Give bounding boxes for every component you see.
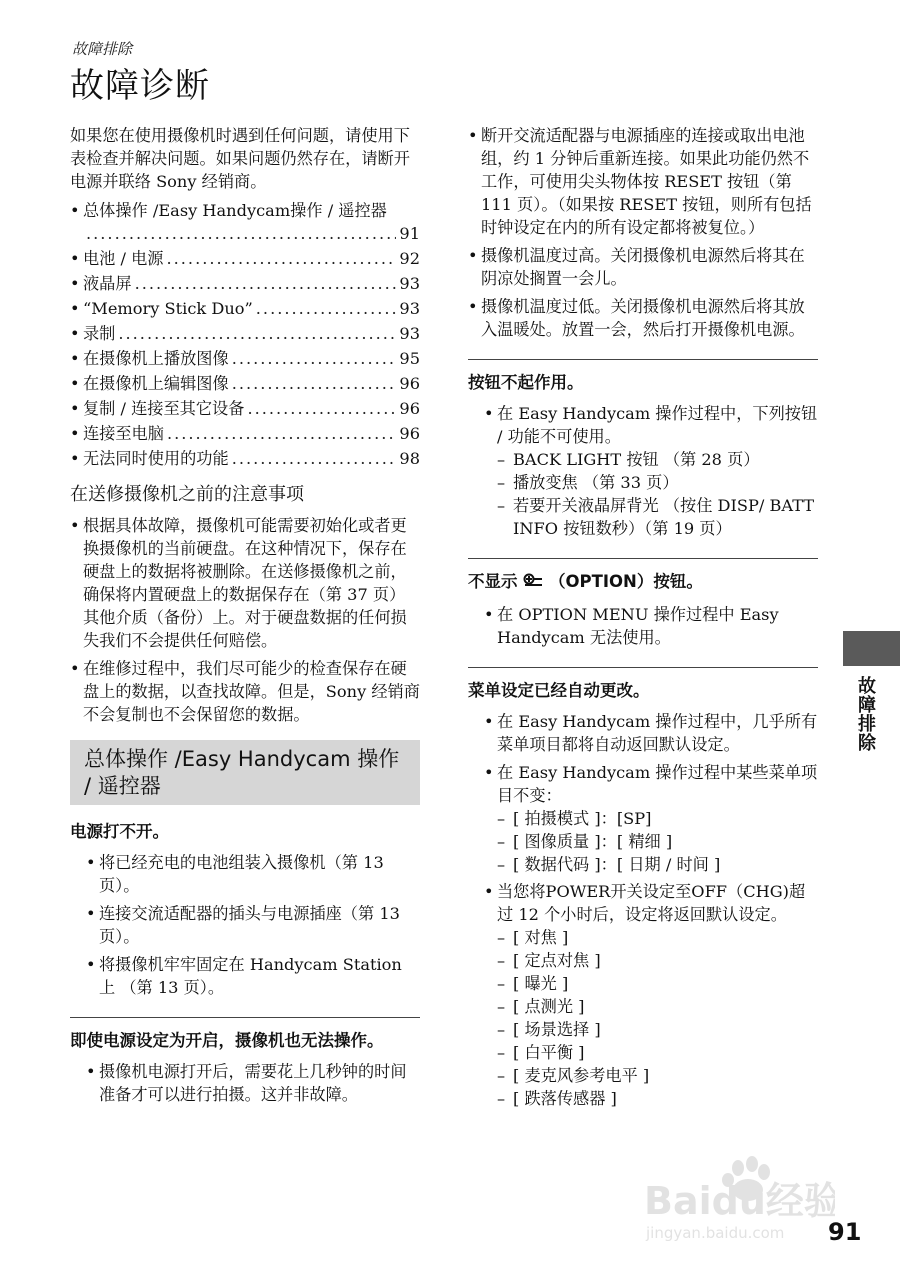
toc-item-label: • 电池 / 电源 bbox=[83, 249, 164, 268]
option-icon bbox=[523, 573, 543, 595]
toc-item-label: • 无法同时使用的功能 bbox=[83, 449, 229, 468]
menu-dash-list bbox=[497, 807, 818, 876]
toc-item-label: • 复制 / 连接至其它设备 bbox=[83, 399, 245, 418]
menu-bullet: • 当您将POWER开关设定至OFF（CHG)超过 12 个小时后，设定将返回默认设定。 bbox=[484, 880, 818, 926]
toc-page: 96 bbox=[399, 399, 420, 418]
dash-item: – 播放变焦 （第 33 页） bbox=[497, 471, 818, 494]
toc-list bbox=[70, 199, 420, 472]
option-heading bbox=[468, 571, 818, 595]
page-title: 故障诊断 bbox=[70, 66, 210, 106]
power-bullet: • 将已经充电的电池组装入摄像机（第 13 页）。 bbox=[86, 851, 420, 897]
dash-item: – [ 麦克风参考电平 ] bbox=[497, 1064, 818, 1087]
svg-text:jingyan.baidu.com: jingyan.baidu.com bbox=[646, 1224, 785, 1242]
toc-leader bbox=[135, 272, 397, 295]
toc-page: 91 bbox=[399, 224, 420, 243]
toc-leader bbox=[232, 447, 397, 470]
pre-service-heading: 在送修摄像机之前的注意事项 bbox=[70, 484, 304, 505]
toc-item-label: • 液晶屏 bbox=[83, 274, 132, 293]
dash-item: – [ 曝光 ] bbox=[497, 972, 818, 995]
side-tab-marker bbox=[843, 631, 900, 666]
toc-leader bbox=[256, 297, 397, 320]
toc-item-label: • “Memory Stick Duo” bbox=[83, 299, 253, 318]
toc-page: 93 bbox=[399, 274, 420, 293]
toc-item[interactable] bbox=[70, 297, 420, 322]
power-heading: 电源打不开。 bbox=[70, 822, 169, 841]
option-heading-post: （OPTION）按钮。 bbox=[549, 572, 703, 591]
menu-heading: 菜单设定已经自动更改。 bbox=[468, 681, 650, 700]
buttons-dash-list bbox=[497, 448, 818, 540]
toc-page: 96 bbox=[399, 424, 420, 443]
toc-item[interactable] bbox=[70, 422, 420, 447]
dash-item: – [ 对焦 ] bbox=[497, 926, 818, 949]
section-kicker: 故障排除 bbox=[72, 40, 133, 58]
toc-item-label: • 在摄像机上播放图像 bbox=[83, 349, 229, 368]
toc-leader bbox=[86, 222, 396, 245]
dash-item: – BACK LIGHT 按钮 （第 28 页） bbox=[497, 448, 818, 471]
toc-leader bbox=[247, 397, 396, 420]
toc-page: 93 bbox=[399, 324, 420, 343]
toc-leader bbox=[232, 347, 397, 370]
toc-item-label: • 在摄像机上编辑图像 bbox=[83, 374, 229, 393]
watermark-logo bbox=[640, 1150, 835, 1245]
divider bbox=[70, 1017, 420, 1018]
side-section-label: 故障排除 bbox=[855, 676, 876, 752]
general-operation-section-title: 总体操作 /Easy Handycam 操作 / 遥控器 bbox=[70, 740, 420, 805]
pre-service-bullet: • 根据具体故障，摄像机可能需要初始化或者更换摄像机的当前硬盘。在这种情况下，保存在硬盘上的数据将被删除。在送修摄像机之前，确保将内置硬盘上的数据保存在（第 37 页）其他介质（备份）上。对于硬盘数据的任何损失我们不会提供任何赔偿。 bbox=[70, 514, 420, 652]
dash-item: – [ 图像质量 ]：[ 精细 ] bbox=[497, 830, 818, 853]
dash-item: – [ 跌落传感器 ] bbox=[497, 1087, 818, 1110]
toc-page: 96 bbox=[399, 374, 420, 393]
toc-page: 93 bbox=[399, 299, 420, 318]
toc-item[interactable] bbox=[70, 247, 420, 272]
toc-leader bbox=[167, 247, 397, 270]
toc-item[interactable] bbox=[70, 372, 420, 397]
buttons-bullet: • 在 Easy Handycam 操作过程中，下列按钮 / 功能不可使用。 bbox=[484, 402, 818, 448]
toc-item[interactable] bbox=[70, 199, 420, 245]
toc-page: 98 bbox=[399, 449, 420, 468]
dash-item: – 若要开关液晶屏背光 （按住 DISP/ BATT INFO 按钮数秒）（第 19 页） bbox=[497, 494, 818, 540]
dash-item: – [ 数据代码 ]：[ 日期 / 时间 ] bbox=[497, 853, 818, 876]
toc-item-label: • 连接至电脑 bbox=[83, 424, 164, 443]
toc-item[interactable] bbox=[70, 272, 420, 297]
toc-page: 92 bbox=[399, 249, 420, 268]
toc-leader bbox=[232, 372, 397, 395]
toc-page: 95 bbox=[399, 349, 420, 368]
menu-bullet: • 在 Easy Handycam 操作过程中某些菜单项目不变： bbox=[484, 761, 818, 807]
toc-item-label: • 总体操作 /Easy Handycam操作 / 遥控器 bbox=[83, 201, 387, 220]
toc-item-label: • 录制 bbox=[83, 324, 116, 343]
dash-item: – [ 点测光 ] bbox=[497, 995, 818, 1018]
power-fix-bullet: • 断开交流适配器与电源插座的连接或取出电池组，约 1 分钟后重新连接。如果此功能仍然不工作，可使用尖头物体按 RESET 按钮（第 111 页）。（如果按 RESET 按钮，则所有包括时钟设定在内的所有设定都将被复位。） bbox=[468, 124, 818, 239]
page-number: 91 bbox=[828, 1218, 862, 1246]
divider bbox=[468, 667, 818, 668]
dash-item: – [ 场景选择 ] bbox=[497, 1018, 818, 1041]
divider bbox=[468, 558, 818, 559]
inoperable-bullet: • 摄像机电源打开后，需要花上几秒钟的时间准备才可以进行拍摄。这并非故障。 bbox=[86, 1060, 420, 1106]
power-fix-bullet: • 摄像机温度过高。关闭摄像机电源然后将其在阴凉处搁置一会儿。 bbox=[468, 244, 818, 290]
buttons-heading: 按钮不起作用。 bbox=[468, 373, 584, 392]
inoperable-heading: 即使电源设定为开启，摄像机也无法操作。 bbox=[70, 1031, 384, 1050]
toc-leader bbox=[167, 422, 396, 445]
menu-dash-list bbox=[497, 926, 818, 1110]
right-column bbox=[468, 124, 818, 1114]
dash-item: – [ 定点对焦 ] bbox=[497, 949, 818, 972]
left-column bbox=[70, 124, 420, 1111]
power-bullet: • 将摄像机牢牢固定在 Handycam Station 上 （第 13 页）。 bbox=[86, 953, 420, 999]
toc-leader bbox=[118, 322, 396, 345]
dash-item: – [ 白平衡 ] bbox=[497, 1041, 818, 1064]
toc-item[interactable] bbox=[70, 322, 420, 347]
toc-item[interactable] bbox=[70, 397, 420, 422]
intro-paragraph: 如果您在使用摄像机时遇到任何问题，请使用下表检查并解决问题。如果问题仍然存在，请断开电源并联络 Sony 经销商。 bbox=[70, 126, 410, 191]
divider bbox=[468, 359, 818, 360]
option-heading-pre: 不显示 bbox=[468, 572, 518, 591]
toc-item[interactable] bbox=[70, 347, 420, 372]
menu-bullet: • 在 Easy Handycam 操作过程中，几乎所有菜单项目都将自动返回默认设定。 bbox=[484, 710, 818, 756]
power-bullet: • 连接交流适配器的插头与电源插座（第 13 页）。 bbox=[86, 902, 420, 948]
dash-item: – [ 拍摄模式 ]：[SP] bbox=[497, 807, 818, 830]
option-bullet: • 在 OPTION MENU 操作过程中 Easy Handycam 无法使用。 bbox=[484, 603, 818, 649]
svg-text:Baidu经验: Baidu经验 bbox=[644, 1179, 835, 1223]
power-fix-bullet: • 摄像机温度过低。关闭摄像机电源然后将其放入温暖处。放置一会，然后打开摄像机电源。 bbox=[468, 295, 818, 341]
pre-service-bullet: • 在维修过程中，我们尽可能少的检查保存在硬盘上的数据，以查找故障。但是，Sony 经销商不会复制也不会保留您的数据。 bbox=[70, 657, 420, 726]
toc-item[interactable] bbox=[70, 447, 420, 472]
